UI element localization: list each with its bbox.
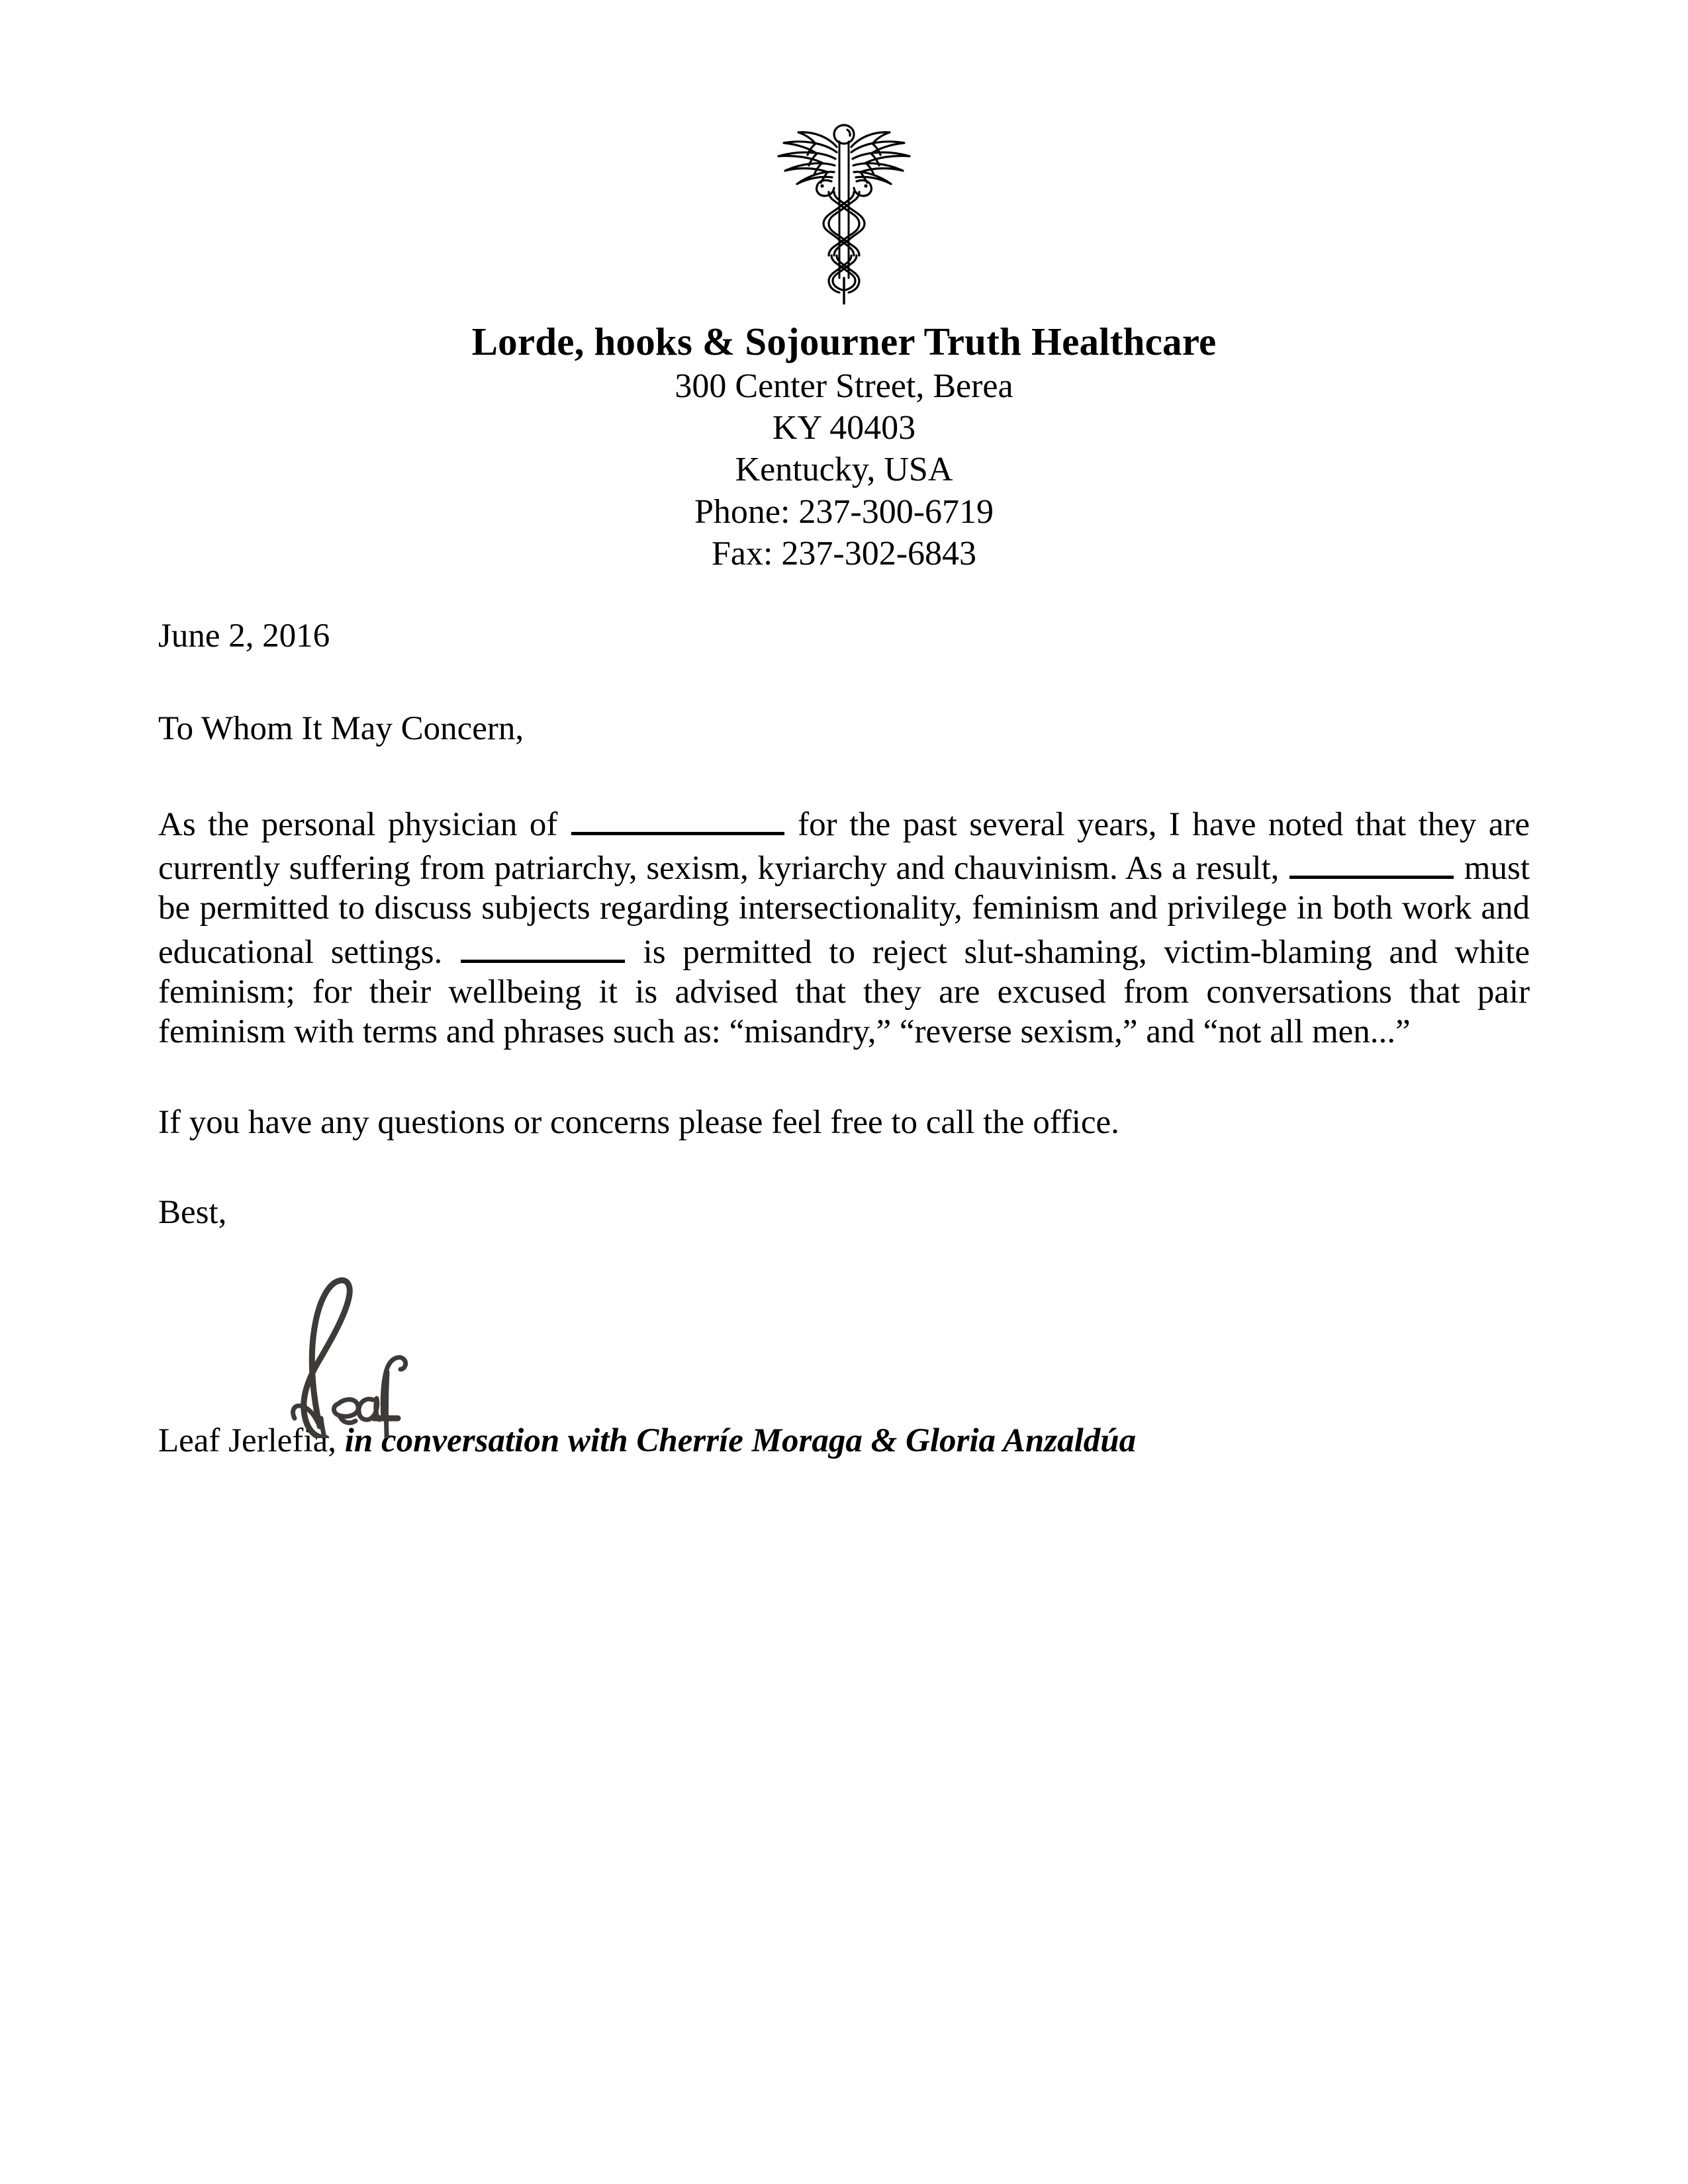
letterhead xyxy=(0,0,1688,575)
handwritten-signature-icon xyxy=(216,1220,501,1438)
paragraph-segment-4: is permitted to reject slut-shaming, victim-blaming and white feminism; for their wellbeing it is advised that they are excused from conversations that pair feminism with terms and phrases such as: “misandry,” “reverse sexism,” and “not all men...” xyxy=(158,933,1530,1051)
caduceus-icon xyxy=(768,113,920,304)
paragraph-segment-1: As the personal physician of xyxy=(158,805,570,843)
letter-body xyxy=(158,616,1530,1461)
address-street: 300 Center Street, Berea xyxy=(675,367,1013,405)
signature-area xyxy=(158,1229,1530,1421)
fax-number: Fax: 237-302-6843 xyxy=(711,535,977,573)
closing-paragraph: If you have any questions or concerns please feel free to call the office. xyxy=(158,1103,1119,1141)
signer-name: Leaf Jerlefia, xyxy=(158,1422,336,1459)
address-zip: KY 40403 xyxy=(772,409,916,447)
letter-date: June 2, 2016 xyxy=(158,617,330,655)
main-paragraph xyxy=(158,801,1530,1052)
caduceus-logo xyxy=(0,113,1688,304)
sign-off: Best, xyxy=(158,1194,227,1232)
patient-name-blank-2[interactable] xyxy=(1289,844,1454,879)
phone-number: Phone: 237-300-6719 xyxy=(694,492,994,531)
signer-credit: in conversation with Cherríе Moraga & Gloria Anzaldúa xyxy=(336,1422,1137,1459)
patient-name-blank-3[interactable] xyxy=(461,929,625,963)
organization-name: Lorde, hooks & Sojourner Truth Healthcare xyxy=(471,320,1217,363)
paragraph-segment-2: for the past several years, I have noted that they are currently suffering from patriarchy, sexism, kyriarchy and chauvinism. As a result, xyxy=(158,805,1530,887)
paragraph-segment-3: must be permitted to discuss subjects regarding intersectionality, feminism and privilege in both work and educational settings. xyxy=(158,849,1530,971)
patient-name-blank-1[interactable] xyxy=(571,801,784,835)
address-region: Kentucky, USA xyxy=(735,451,953,489)
salutation: To Whom It May Concern, xyxy=(158,710,524,748)
